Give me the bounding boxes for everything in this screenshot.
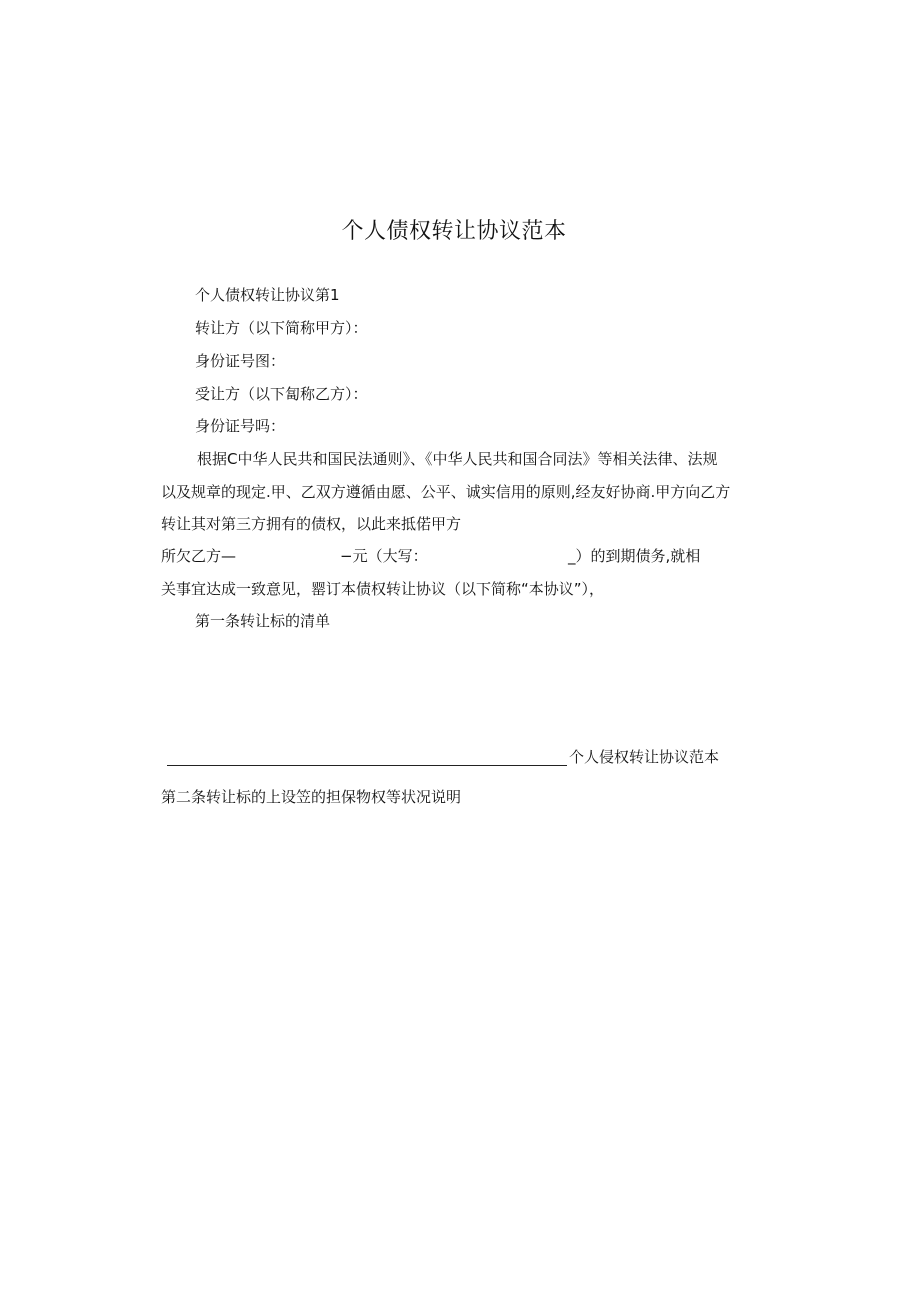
paragraph-line-1: 根据C中华人民共和国民法通则》、《中华人民共和国合同法》等相关法律、法规 [197, 450, 718, 468]
debt-owed-label: 所欠乙方— [161, 547, 237, 565]
amount-uppercase-label: −元（大写： [340, 547, 428, 565]
footer-divider [167, 765, 567, 766]
transferor-field: 转让方（以下简称甲方）： [195, 319, 368, 337]
document-title: 个人债权转让协议范本 [341, 219, 567, 244]
transferor-id-field: 身份证号图： [195, 352, 286, 370]
section-1-heading: 第一条转让标的清单 [195, 612, 331, 630]
section-2-heading: 第二条转让标的上设笠的担保物权等状况说明 [161, 788, 462, 806]
due-debt-label: _）的到期债务,就相 [568, 547, 701, 565]
transferee-field: 受让方（以下匐称乙方）： [195, 385, 368, 403]
paragraph-line-2: 以及规章的现定.甲、乙双方遵循由愿、公平、诚实信用的原则,经友好协商.甲方向乙方 [161, 483, 731, 501]
footer-title: 个人侵权转让协议范本 [569, 748, 720, 766]
agreement-number-line: 个人债权转让协议第1 [195, 286, 340, 304]
paragraph-line-5: 关事宜达成一致意见，罂订本债权转让协议（以下简称“本协议”）， [161, 580, 605, 598]
paragraph-line-3: 转让其对第三方拥有的债权，以此来抵偌甲方 [161, 515, 462, 533]
transferee-id-field: 身份证号吗： [195, 417, 286, 435]
